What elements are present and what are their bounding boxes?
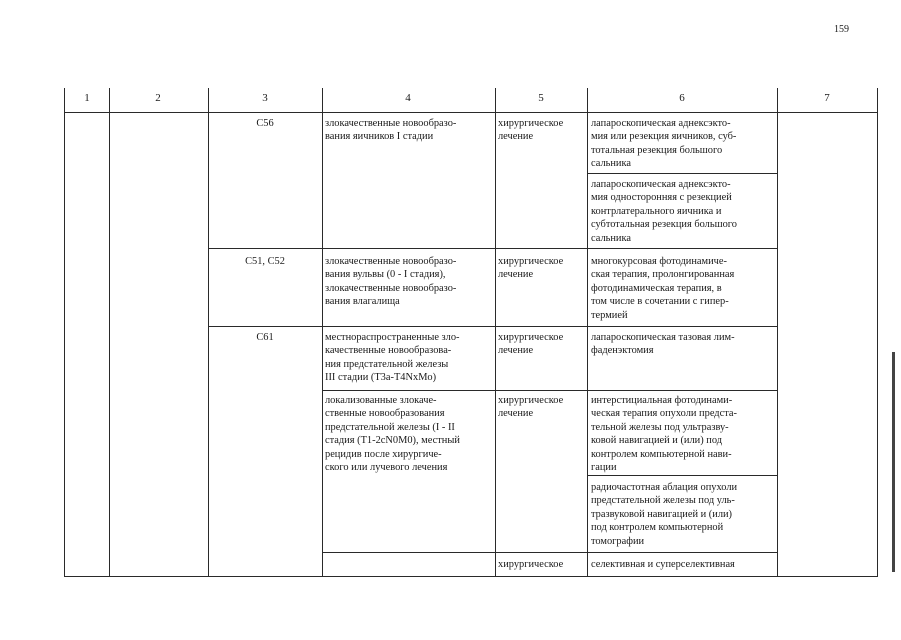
col-line-4 xyxy=(495,88,496,577)
treatment-line: лечение xyxy=(498,345,534,357)
method-line: лапароскопическая тазовая лим- xyxy=(591,332,735,343)
method-line: тельной железы под ультразву- xyxy=(591,421,729,433)
diagnosis-line: ственные новообразования xyxy=(325,408,445,420)
row-method-last xyxy=(591,558,776,571)
method-line: радиочастотная аблация опухоли xyxy=(591,482,738,493)
divider-methods-localized xyxy=(587,475,777,476)
row-codes-c56: С56 xyxy=(256,118,274,129)
header-underline xyxy=(64,112,878,113)
method-line: многокурсовая фотодинамиче- xyxy=(591,256,727,267)
diagnosis-line: качественные новообразова- xyxy=(325,345,452,357)
method-line: фаденэктомия xyxy=(591,345,654,357)
row-diagnosis-c61 xyxy=(325,331,493,385)
treatment-line: хирургическое xyxy=(498,256,564,267)
header-col-3: 3 xyxy=(262,92,268,104)
diagnosis-line: рецидив после хирургиче- xyxy=(325,448,442,460)
scan-edge-shadow xyxy=(892,352,895,572)
method-line: субтотальная резекция большого xyxy=(591,219,737,231)
col-line-7 xyxy=(877,88,878,577)
header-col-2: 2 xyxy=(155,92,161,104)
treatment-line: лечение xyxy=(498,131,534,143)
divider-row-last xyxy=(322,552,777,553)
header-col-7: 7 xyxy=(824,92,830,104)
diagnosis-line: ского или лучевого лечения xyxy=(325,462,448,474)
col-line-0 xyxy=(64,88,65,577)
col-line-3 xyxy=(322,88,323,577)
treatment-line: хирургическое xyxy=(498,332,564,343)
header-col-5: 5 xyxy=(538,92,544,104)
method-line: гации xyxy=(591,462,617,474)
table-bottom-border xyxy=(64,576,878,577)
treatment-line: хирургическое xyxy=(498,395,564,406)
row-treatment-c61 xyxy=(498,331,586,358)
header-col-6: 6 xyxy=(679,92,685,104)
row-method-c61 xyxy=(591,331,776,358)
method-line: фотодинамическая терапия, в xyxy=(591,282,722,294)
method-line: контролем компьютерной нави- xyxy=(591,448,732,460)
col-line-1 xyxy=(109,88,110,577)
method-line: ковой навигацией и (или) под xyxy=(591,435,723,447)
diagnosis-line: злокачественные новообразо- xyxy=(325,282,457,294)
diagnosis-line: предстательной железы (I - II xyxy=(325,421,455,433)
treatment-line: хирургическое xyxy=(498,559,564,570)
row-method-localized-1 xyxy=(591,394,776,474)
method-line: лапароскопическая аднексэкто- xyxy=(591,118,731,129)
diagnosis-line: вания вульвы (0 - I стадия), xyxy=(325,269,446,281)
method-line: том числе в сочетании с гипер- xyxy=(591,296,729,308)
method-line: тотальная резекция большого xyxy=(591,144,723,156)
row-treatment-c51-c52 xyxy=(498,255,586,282)
row-diagnosis-localized xyxy=(325,394,493,474)
method-line: ческая терапия опухоли предста- xyxy=(591,408,737,420)
method-line: лапароскопическая аднексэкто- xyxy=(591,179,731,190)
row-diagnosis-c51-c52 xyxy=(325,255,493,309)
divider-methods-c56 xyxy=(587,173,777,174)
col-line-5 xyxy=(587,88,588,577)
method-line: тразвуковой навигацией и (или) xyxy=(591,508,733,520)
method-line: ская терапия, пролонгированная xyxy=(591,269,735,281)
row-treatment-c56 xyxy=(498,117,586,144)
treatment-line: лечение xyxy=(498,408,534,420)
header-col-1: 1 xyxy=(84,92,90,104)
row-method-c51-c52 xyxy=(591,255,776,322)
method-line: под контролем компьютерной xyxy=(591,522,724,534)
row-method-c56-1 xyxy=(591,117,776,171)
divider-row-c61 xyxy=(208,326,777,327)
row-method-c56-2 xyxy=(591,178,776,245)
diagnosis-line: ния предстательной железы xyxy=(325,358,449,370)
treatment-line: лечение xyxy=(498,269,534,281)
method-line: мия односторонняя с резекцией xyxy=(591,192,732,204)
method-line: селективная и суперселективная xyxy=(591,559,735,570)
row-method-localized-2 xyxy=(591,481,776,548)
row-treatment-localized xyxy=(498,394,586,421)
divider-row-localized xyxy=(322,390,777,391)
page-number: 159 xyxy=(834,24,849,35)
diagnosis-line: злокачественные новообразо- xyxy=(325,256,457,267)
diagnosis-line: вания влагалища xyxy=(325,296,400,308)
method-line: интерстициальная фотодинами- xyxy=(591,395,733,406)
row-codes-c51-c52: С51, С52 xyxy=(245,256,285,267)
diagnosis-line: стадия (Т1-2сN0M0), местный xyxy=(325,435,460,447)
diagnosis-line: злокачественные новообразо- xyxy=(325,118,457,129)
header-col-4: 4 xyxy=(405,92,411,104)
method-line: сальника xyxy=(591,232,631,244)
row-diagnosis-c56 xyxy=(325,117,493,144)
row-treatment-last xyxy=(498,558,586,571)
col-line-6 xyxy=(777,88,778,577)
diagnosis-line: местнораспространенные зло- xyxy=(325,332,460,343)
method-line: контрлатерального яичника и xyxy=(591,205,722,217)
divider-row-c51 xyxy=(208,248,777,249)
diagnosis-line: III стадии (Т3а-Т4NxMo) xyxy=(325,372,437,384)
row-codes-c61: С61 xyxy=(256,332,274,343)
method-line: сальника xyxy=(591,158,631,170)
diagnosis-line: локализованные злокаче- xyxy=(325,395,437,406)
method-line: термией xyxy=(591,309,628,321)
method-line: предстательной железы под уль- xyxy=(591,495,735,507)
method-line: томографии xyxy=(591,535,645,547)
treatment-line: хирургическое xyxy=(498,118,564,129)
method-line: мия или резекция яичников, суб- xyxy=(591,131,737,143)
diagnosis-line: вания яичников I стадии xyxy=(325,131,434,143)
